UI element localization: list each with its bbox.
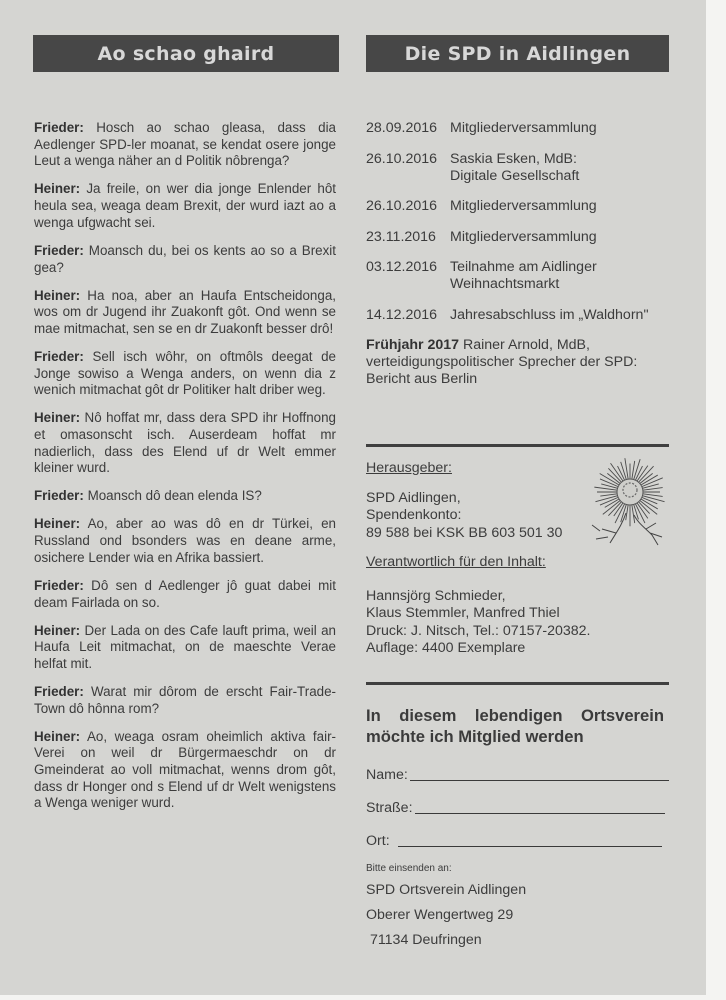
dialogue-text: Hosch ao schao gleasa, dass dia Aedlenger SPD-ler moanat, se kendat osere jonge Leut a wenga näher an d Politik nôbrenga? (34, 120, 336, 169)
publisher-line: 89 588 bei KSK BB 603 501 30 (366, 524, 563, 541)
responsible-line: Auflage: 4400 Exemplare (366, 640, 526, 656)
event-description-line: Teilnahme am Aidlinger (450, 259, 597, 275)
dialogue-text: Sell isch wôhr, on oftmôls deegat de Jonge sowiso a Wenga anders, on wenn dia z wenich mitmachat gôt dr Politiker halt driber weg. (34, 348, 336, 398)
speaker-name: Heiner: (34, 410, 81, 426)
city-field[interactable] (366, 831, 662, 849)
dialogue-paragraph (34, 578, 336, 611)
event-description (450, 259, 671, 293)
dialogue-text: Der Lada on des Cafe lauft prima, weil an Haufa Leit mitmachat, on de maeschte Verae helfat mit. (34, 622, 336, 671)
responsible-block (366, 588, 671, 658)
dialogue-paragraph (34, 120, 336, 170)
dialogue-text: Moansch du, bei os kents ao so a Brexit gea? (34, 242, 336, 275)
dialogue-paragraph (34, 684, 336, 717)
membership-heading: In diesem lebendigen Ortsverein möchte ich Mitglied werden (366, 706, 664, 746)
event-description-line: Mitgliederversammlung (450, 198, 597, 214)
thistle-flower-icon (586, 455, 668, 550)
right-heading: Die SPD in Aidlingen (404, 42, 631, 65)
event-description (450, 198, 671, 215)
event-date: 03.12.2016 (366, 259, 438, 275)
divider-top (366, 444, 669, 447)
speaker-name: Heiner: (34, 728, 81, 744)
event-item (366, 307, 671, 324)
publisher-line: SPD Aidlingen, (366, 489, 461, 506)
name-label: Name: (366, 767, 408, 783)
event-description-line: Saskia Esken, MdB: (450, 150, 577, 167)
speaker-name: Heiner: (34, 622, 81, 638)
city-input-line[interactable] (398, 846, 662, 847)
send-to-label: Bitte einsenden an: (366, 863, 452, 874)
event-date: 23.11.2016 (366, 228, 436, 245)
publisher-line: Spendenkonto: (366, 507, 462, 523)
speaker-name: Frieder: (34, 683, 84, 699)
event-description-line: Mitgliederversammlung (450, 120, 597, 136)
dialogue-column (34, 120, 336, 823)
publisher-label: Herausgeber: (366, 460, 452, 476)
responsible-line: Klaus Stemmler, Manfred Thiel (366, 605, 560, 621)
street-label: Straße: (366, 800, 413, 816)
dialogue-text: Ha noa, aber an Haufa Entscheidonga, wos om dr Jugend ihr Zuakonft gôt. Ond wenn se mae mitmachat, sen se en dr Zuakonft besser drô! (34, 287, 336, 336)
event-item (366, 151, 671, 185)
send-address (366, 878, 671, 953)
event-date: 14.12.2016 (366, 306, 438, 323)
event-description (450, 307, 671, 324)
spring-event (366, 337, 671, 388)
dialogue-text: Ao, weaga osram oheimlich aktiva fair-Verei on weil dr Bürgermaeschdr on dr Gmeinderat ao voll mitmachat, wenns drom gôt, dass dr Honger ond s Elend uf dr Welt wenigstens a Wenga weniger wurd. (34, 728, 336, 811)
dialogue-text: Ja freile, on wer dia jonge Enlender hôt heula sea, weaga deam Brexit, der wurd iazt ao a wenga ufgwacht sei. (34, 181, 336, 230)
event-item (366, 198, 671, 215)
event-description (450, 151, 671, 185)
event-item (366, 229, 671, 246)
divider-bottom (366, 682, 669, 685)
event-description (450, 120, 671, 137)
left-heading: Ao schao ghaird (97, 42, 275, 65)
dialogue-text: Warat mir dôrom de erscht Fair-Trade-Town dô hônna rom? (34, 683, 336, 716)
speaker-name: Frieder: (34, 120, 84, 135)
dialogue-paragraph (34, 349, 336, 399)
city-label: Ort: (366, 833, 390, 849)
dialogue-paragraph (34, 181, 336, 231)
event-description-line: Weihnachtsmarkt (450, 276, 560, 292)
responsible-label: Verantwortlich für den Inhalt: (366, 554, 546, 570)
dialogue-text: Dô sen d Aedlenger jô guat dabei mit deam Fairlada on so. (34, 577, 336, 610)
event-item (366, 120, 671, 137)
speaker-name: Heiner: (34, 287, 81, 303)
responsible-line: Hannsjörg Schmieder, (366, 587, 506, 604)
responsible-line: Druck: J. Nitsch, Tel.: 07157-20382. (366, 622, 591, 639)
dialogue-paragraph (34, 243, 336, 276)
speaker-name: Frieder: (34, 242, 84, 258)
speaker-name: Heiner: (34, 516, 81, 532)
address-line: SPD Ortsverein Aidlingen (366, 882, 527, 898)
street-input-line[interactable] (415, 813, 665, 814)
event-date: 28.09.2016 (366, 120, 438, 136)
left-heading-bar (33, 35, 339, 72)
dialogue-text: Ao, aber ao was dô en dr Türkei, en Russland ond bsonders was en deane arme, osichere Lender wia en Afrika bassiert. (34, 516, 336, 565)
speaker-name: Frieder: (34, 348, 84, 364)
dialogue-paragraph (34, 410, 336, 477)
event-description-line: Jahresabschluss im „Waldhorn" (450, 306, 649, 323)
name-field[interactable] (366, 765, 669, 783)
speaker-name: Frieder: (34, 488, 84, 504)
events-list (366, 120, 671, 388)
address-line: Oberer Wengertweg 29 (366, 907, 514, 923)
membership-form (366, 705, 671, 953)
event-description (450, 229, 671, 246)
dialogue-paragraph (34, 623, 336, 673)
dialogue-text: Moansch dô dean elenda IS? (83, 488, 262, 504)
event-description-line: Mitgliederversammlung (450, 228, 597, 245)
speaker-name: Frieder: (34, 577, 84, 593)
event-date: 26.10.2016 (366, 150, 438, 167)
street-field[interactable] (366, 798, 665, 816)
name-input-line[interactable] (410, 780, 669, 781)
event-date: 26.10.2016 (366, 198, 438, 214)
dialogue-paragraph (34, 516, 336, 566)
dialogue-paragraph (34, 288, 336, 338)
event-item (366, 259, 671, 293)
right-heading-bar (366, 35, 669, 72)
spring-event-label: Frühjahr 2017 (366, 337, 460, 353)
dialogue-text: Nô hoffat mr, dass dera SPD ihr Hoffnong et omasonscht isch. Auserdeam hoffat mr nadierlich, dass des Elend uf dr Welt emmer kleiner wurd. (34, 410, 336, 476)
speaker-name: Heiner: (34, 181, 81, 197)
address-line: 71134 Deufringen (366, 932, 482, 948)
dialogue-paragraph (34, 729, 336, 813)
event-description-line: Digitale Gesellschaft (450, 167, 580, 184)
spring-event-text: Rainer Arnold, MdB, verteidigungspolitischer Sprecher der SPD: Bericht aus Berlin (366, 337, 638, 387)
dialogue-paragraph (34, 488, 336, 505)
